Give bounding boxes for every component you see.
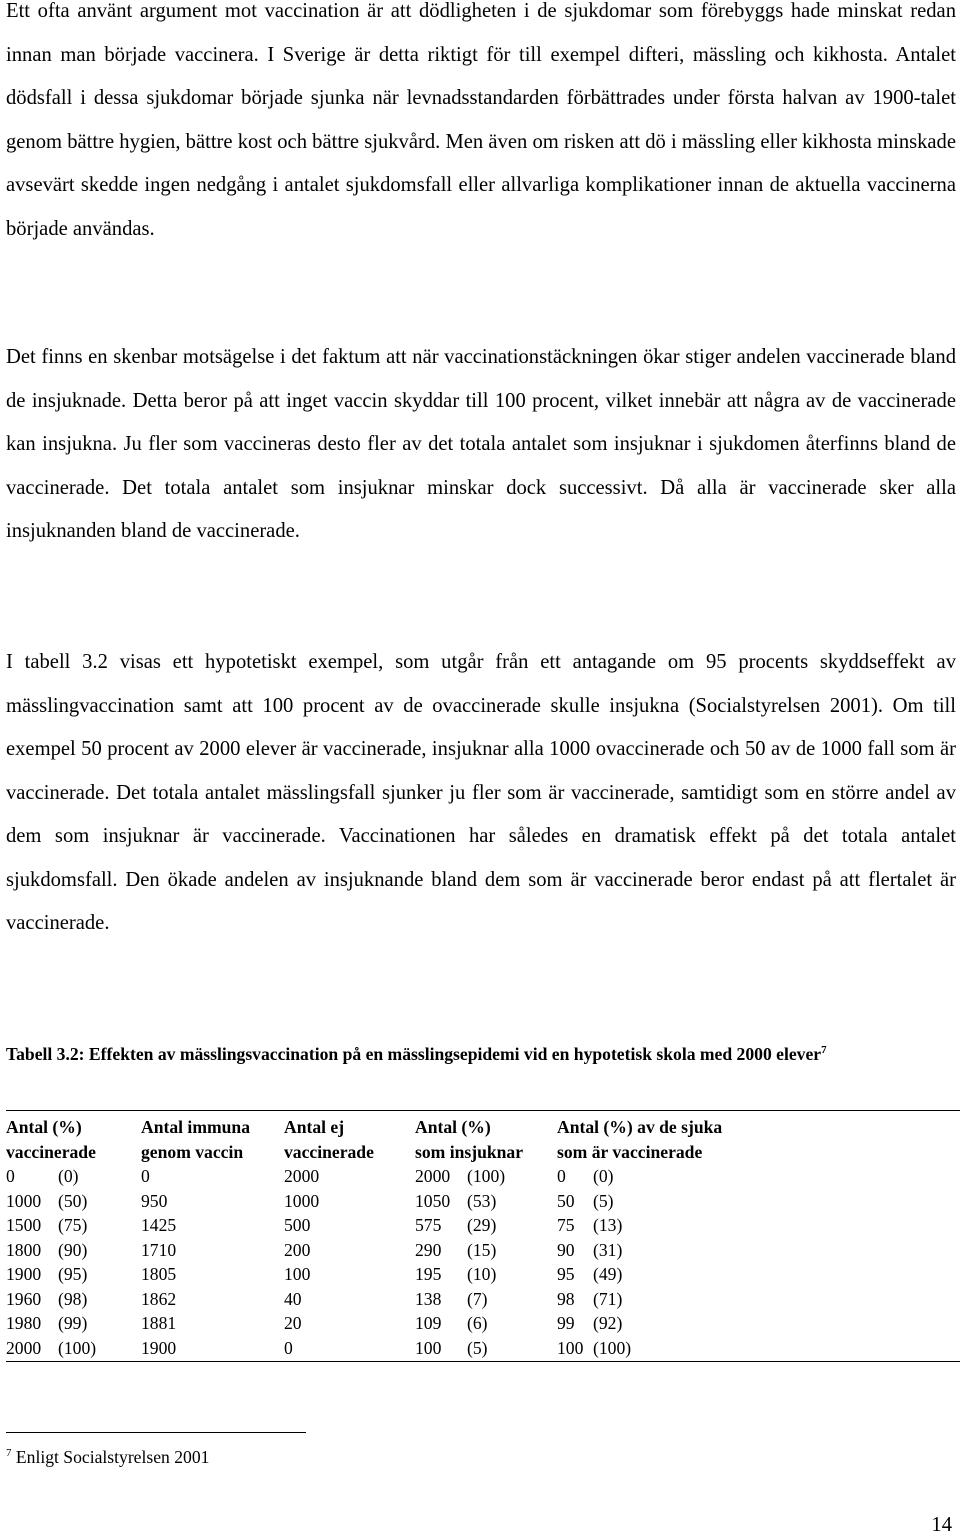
vaccination-table [6,1115,857,1360]
header-infected: Antal (%) som insjuknar [415,1117,524,1162]
table-row: 2000 (100) 1900 0 100 (5) 100 (100) [6,1337,632,1358]
footnote [6,1441,209,1469]
header-immune: Antal immuna genom vaccin [141,1117,250,1162]
table-row: 1800 (90) 1710 200 290 (15) 90 (31) [6,1239,623,1260]
footnote-text: Enligt Socialstyrelsen 2001 [15,1446,210,1467]
paragraph-1: Ett ofta använt argument mot vaccination är att dödligheten i de sjukdomar som förebyggs hade minskat redan innan man började vaccinera. I Sverige är detta riktigt för till exempel difteri, mässling och kikhosta. Antalet dödsfall i dessa sjukdomar började sjunka när levnadsstandarden förbättrades under första halvan av 1900-talet genom bättre hygien, bättre kost och bättre sjukvård. Men även om risken att dö i mässling eller kikhosta minskade avsevärt skedde ingen nedgång i antalet sjukdomsfall eller allvarliga komplikationer innan de aktuella vaccinerna började användas. [6,0,956,240]
table-row: 1980 (99) 1881 20 109 (6) 99 (92) [6,1313,623,1333]
table-row: 0 (0) 0 2000 2000 (100) 0 (0) [6,1166,614,1186]
table-bottom-rule [6,1361,960,1362]
table-top-rule [6,1110,960,1111]
paragraph-2: Det finns en skenbar motsägelse i det faktum att när vaccinationstäckningen ökar stiger andelen vaccinerade bland de insjuknade. Detta beror på att inget vaccin skyddar till 100 procent, vilket innebär att några av de vaccinerade kan insjukna. Ju fler som vaccineras desto fler av det totala antalet som insjuknar i sjukdomen återfinns bland de vaccinerade. Det totala antalet som insjuknar minskar dock successivt. Då alla är vaccinerade sker alla insjuknanden bland de vaccinerade. [6,346,956,542]
table-row: 1900 (95) 1805 100 195 (10) 95 (49) [6,1264,623,1284]
header-vaccinated: Antal (%) vaccinerade [6,1117,96,1162]
table-row: 1960 (98) 1862 40 138 (7) 98 (71) [6,1288,623,1309]
footnote-mark: 7 [6,1447,12,1459]
footnote-separator [6,1432,306,1433]
table-row: 1000 (50) 950 1000 1050 (53) 50 (5) [6,1190,614,1211]
caption-footnote-mark: 7 [821,1044,827,1056]
table-caption-text: Tabell 3.2: Effekten av mässlingsvaccination på en mässlingsepidemi vid en hypotetisk skola med 2000 elever [6,1043,822,1064]
page-number: 14 [931,1514,952,1536]
paragraph-3: I tabell 3.2 visas ett hypotetiskt exempel, som utgår från ett antagande om 95 procents skyddseffekt av mässlingvaccination samt att 100 procent av de ovaccinerade skulle insjukna (Socialstyrelsen 2001). Om till exempel 50 procent av 2000 elever är vaccinerade, insjuknar alla 1000 ovaccinerade och 50 av de 1000 fall som är vaccinerade. Det totala antalet mässlingsfall sjunker ju fler som är vaccinerade, samtidigt som en större andel av dem som insjuknar är vaccinerade. Vaccinationen har således en dramatisk effekt på det totala antalet sjukdomsfall. Den ökade andelen av insjuknande bland dem som är vaccinerade beror endast på att flertalet är vaccinerade. [6,651,956,934]
table-row: 1500 (75) 1425 500 575 (29) 75 (13) [6,1215,623,1235]
table-caption [6,1038,956,1066]
table-header-row [6,1115,857,1164]
header-unvaccinated: Antal ej vaccinerade [284,1117,374,1162]
header-sick-vaccinated: Antal (%) av de sjuka som är vaccinerade [557,1117,723,1162]
